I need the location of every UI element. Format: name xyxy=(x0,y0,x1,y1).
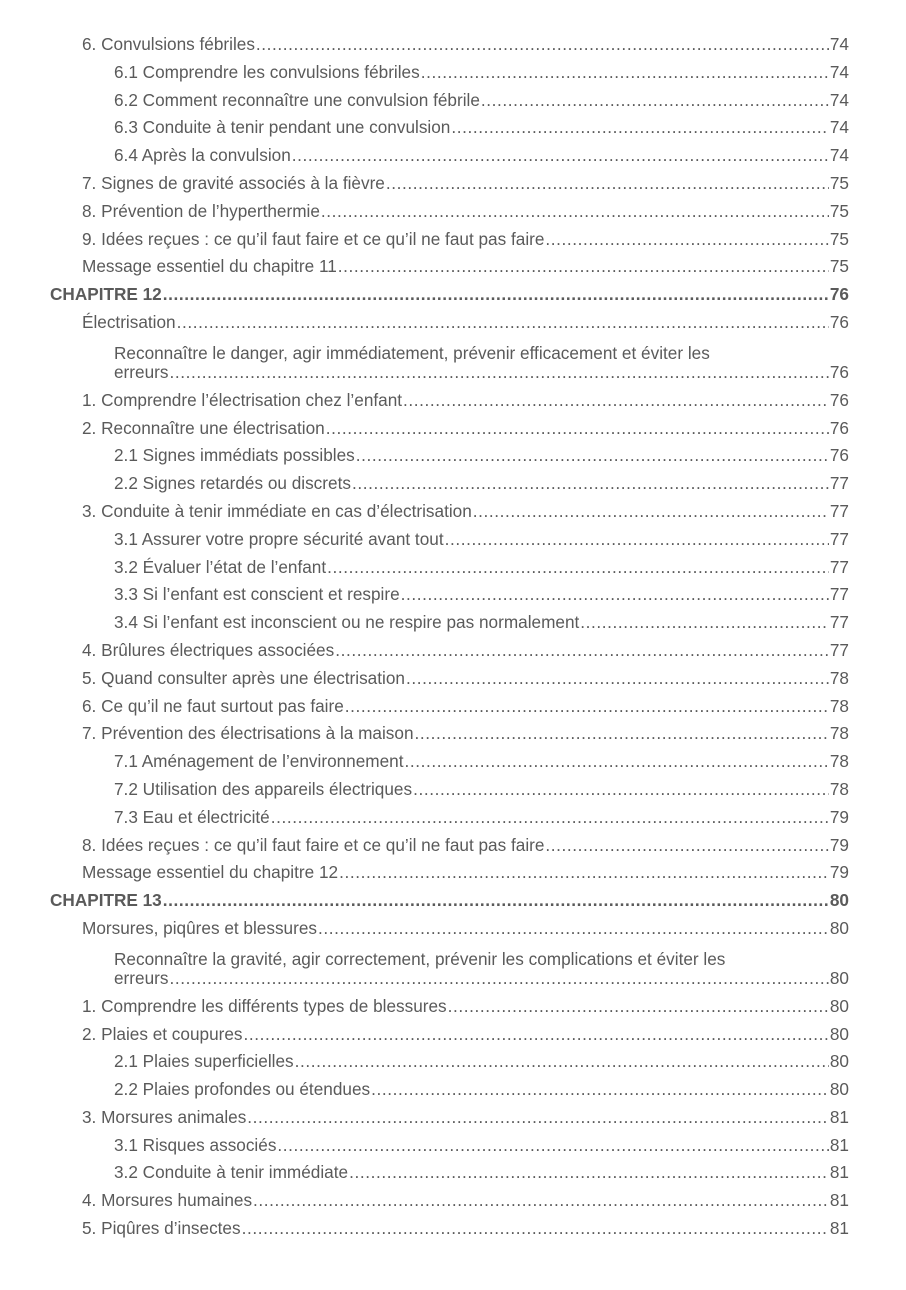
toc-page-number: 76 xyxy=(829,284,849,305)
toc-page-number: 81 xyxy=(829,1162,849,1183)
toc-page-number: 79 xyxy=(829,862,849,883)
toc-entry-row xyxy=(114,1132,849,1160)
toc-page-number: 77 xyxy=(829,528,849,549)
toc-page-number: 77 xyxy=(829,556,849,577)
toc-entry-label: 3.1 Assurer votre propre sécurité avant tout xyxy=(114,528,444,549)
toc-entry-row xyxy=(114,87,849,115)
toc-dot-leader xyxy=(318,915,829,943)
toc-entry-row xyxy=(82,1215,849,1243)
toc-dot-leader xyxy=(481,87,829,115)
toc-section-entry[interactable] xyxy=(0,993,906,1021)
toc-dot-leader xyxy=(580,609,829,637)
toc-dot-leader xyxy=(321,198,829,226)
toc-entry-row xyxy=(114,1076,849,1104)
toc-entry-label: 6.2 Comment reconnaître une convulsion fébrile xyxy=(114,89,480,110)
toc-section-entry[interactable] xyxy=(0,226,906,254)
toc-entry-row xyxy=(114,554,849,582)
toc-page-number: 74 xyxy=(829,145,849,166)
toc-entry-row xyxy=(82,720,849,748)
toc-page-number: 77 xyxy=(829,639,849,660)
toc-page-number: 80 xyxy=(829,1079,849,1100)
toc-page-number: 76 xyxy=(829,417,849,438)
toc-entry-label: 4. Brûlures électriques associées xyxy=(82,639,335,660)
toc-page-number: 78 xyxy=(829,751,849,772)
toc-page-number: 81 xyxy=(829,1134,849,1155)
toc-entry-row xyxy=(82,170,849,198)
toc-dot-leader xyxy=(177,309,829,337)
toc-entry-row xyxy=(50,887,849,915)
toc-subsection-entry[interactable] xyxy=(0,87,906,115)
toc-page-number: 78 xyxy=(829,778,849,799)
toc-dot-leader xyxy=(451,114,829,142)
toc-entry-label: 7. Signes de gravité associés à la fièvre xyxy=(82,172,385,193)
toc-dot-leader xyxy=(345,693,829,721)
toc-page-number: 76 xyxy=(829,361,849,382)
toc-dot-leader xyxy=(292,142,829,170)
toc-section-entry[interactable] xyxy=(0,253,906,281)
toc-dot-leader xyxy=(401,581,829,609)
toc-entry-label: 6. Ce qu’il ne faut surtout pas faire xyxy=(82,695,344,716)
toc-entry-row xyxy=(82,1187,849,1215)
toc-subsection-entry[interactable] xyxy=(0,526,906,554)
toc-page-number: 78 xyxy=(829,695,849,716)
toc-page-number: 76 xyxy=(829,445,849,466)
toc-subsection-entry[interactable] xyxy=(0,1076,906,1104)
toc-dot-leader xyxy=(169,965,828,993)
toc-dot-leader xyxy=(253,1187,829,1215)
toc-entry-label: 2. Plaies et coupures xyxy=(82,1023,243,1044)
toc-entry-label: 2.2 Signes retardés ou discrets xyxy=(114,473,351,494)
toc-dot-leader xyxy=(473,498,829,526)
toc-entry-label: 2.1 Signes immédiats possibles xyxy=(114,445,355,466)
toc-entry-row xyxy=(114,470,849,498)
toc-entry-label: 7.2 Utilisation des appareils électriques xyxy=(114,778,413,799)
toc-subsection-entry[interactable] xyxy=(0,470,906,498)
toc-entry-row xyxy=(82,693,849,721)
toc-entry-row xyxy=(82,415,849,443)
toc-entry-label: 3.4 Si l’enfant est inconscient ou ne respire pas normalement xyxy=(114,612,580,633)
toc-page-number: 76 xyxy=(829,311,849,332)
toc-entry-label: CHAPITRE 13 xyxy=(50,890,162,911)
toc-entry-label: 2.2 Plaies profondes ou étendues xyxy=(114,1079,371,1100)
toc-dot-leader xyxy=(421,59,829,87)
toc-subsection-entry[interactable] xyxy=(0,1048,906,1076)
toc-entry-title-line: Reconnaître le danger, agir immédiatement, prévenir efficacement et éviter les xyxy=(114,342,710,363)
toc-subsection-entry[interactable] xyxy=(0,1159,906,1187)
toc-page-number: 80 xyxy=(829,890,849,911)
toc-entry-label: Message essentiel du chapitre 11 xyxy=(82,256,337,277)
toc-section-entry[interactable] xyxy=(0,1215,906,1243)
toc-page-number: 80 xyxy=(829,995,849,1016)
toc-subsection-entry[interactable] xyxy=(0,581,906,609)
toc-subsection-entry[interactable] xyxy=(0,337,906,387)
toc-entry-label: 6.1 Comprendre les convulsions fébriles xyxy=(114,61,420,82)
toc-entry-row xyxy=(50,281,849,309)
toc-entry-row xyxy=(114,748,849,776)
toc-entry-row xyxy=(114,442,849,470)
toc-entry-label: 2.1 Plaies superficielles xyxy=(114,1051,294,1072)
toc-entry-label: 5. Quand consulter après une électrisation xyxy=(82,667,405,688)
toc-entry-label: 6.3 Conduite à tenir pendant une convulsion xyxy=(114,117,451,138)
toc-dot-leader xyxy=(545,832,828,860)
toc-entry-label: erreurs xyxy=(114,361,169,382)
toc-entry-row xyxy=(114,526,849,554)
toc-subsection-entry[interactable] xyxy=(0,442,906,470)
toc-page-number: 75 xyxy=(829,172,849,193)
toc-entry-row xyxy=(82,832,849,860)
toc-entry-row xyxy=(82,1021,849,1049)
toc-entry-label: 6.4 Après la convulsion xyxy=(114,145,291,166)
toc-dot-leader xyxy=(256,31,829,59)
toc-dot-leader xyxy=(335,637,829,665)
toc-entry-title-line: Reconnaître la gravité, agir correctement, prévenir les complications et éviter les xyxy=(114,948,726,969)
toc-page-number: 80 xyxy=(829,917,849,938)
toc-dot-leader xyxy=(163,281,829,309)
toc-entry-label: 4. Morsures humaines xyxy=(82,1190,253,1211)
toc-entry-row xyxy=(82,309,849,337)
toc-entry-row xyxy=(82,253,849,281)
toc-subsection-entry[interactable] xyxy=(0,114,906,142)
toc-entry-row xyxy=(82,198,849,226)
toc-entry-row xyxy=(82,915,849,943)
toc-dot-leader xyxy=(371,1076,829,1104)
toc-entry-row xyxy=(82,665,849,693)
toc-page-number: 76 xyxy=(829,389,849,410)
toc-entry-label: 2. Reconnaître une électrisation xyxy=(82,417,325,438)
toc-section-entry[interactable] xyxy=(0,387,906,415)
toc-entry-label: Message essentiel du chapitre 12 xyxy=(82,862,339,883)
toc-page-number: 78 xyxy=(829,723,849,744)
toc-section-entry[interactable] xyxy=(0,720,906,748)
toc-page-number: 79 xyxy=(829,834,849,855)
toc-section-entry[interactable] xyxy=(0,31,906,59)
toc-entry-row xyxy=(114,359,849,387)
toc-entry-label: erreurs xyxy=(114,967,169,988)
toc-dot-leader xyxy=(403,387,829,415)
toc-subsection-entry[interactable] xyxy=(0,804,906,832)
toc-entry-row xyxy=(114,114,849,142)
toc-page-number: 78 xyxy=(829,667,849,688)
toc-entry-label: 7. Prévention des électrisations à la maison xyxy=(82,723,414,744)
toc-dot-leader xyxy=(327,554,829,582)
toc-entry-row xyxy=(114,59,849,87)
toc-page-number: 75 xyxy=(829,228,849,249)
toc-dot-leader xyxy=(356,442,829,470)
toc-page-number: 79 xyxy=(829,806,849,827)
toc-page-number: 75 xyxy=(829,200,849,221)
toc-page-number: 80 xyxy=(829,967,849,988)
toc-subsection-entry[interactable] xyxy=(0,609,906,637)
toc-section-entry[interactable] xyxy=(0,665,906,693)
toc-dot-leader xyxy=(352,470,829,498)
toc-dot-leader xyxy=(545,226,828,254)
toc-subsection-entry[interactable] xyxy=(0,554,906,582)
toc-dot-leader xyxy=(295,1048,829,1076)
toc-entry-row xyxy=(82,859,849,887)
toc-dot-leader xyxy=(415,720,829,748)
toc-entry-row xyxy=(114,609,849,637)
toc-entry-label: 3.1 Risques associés xyxy=(114,1134,277,1155)
toc-dot-leader xyxy=(349,1159,829,1187)
toc-entry-label: Électrisation xyxy=(82,311,176,332)
toc-subsection-entry[interactable] xyxy=(0,748,906,776)
toc-page-number: 77 xyxy=(829,584,849,605)
toc-entry-row xyxy=(82,387,849,415)
toc-dot-leader xyxy=(326,415,829,443)
toc-entry-row xyxy=(82,31,849,59)
toc-dot-leader xyxy=(339,859,829,887)
toc-entry-row xyxy=(82,637,849,665)
toc-section-entry[interactable] xyxy=(0,637,906,665)
toc-subsection-entry[interactable] xyxy=(0,1132,906,1160)
toc-dot-leader xyxy=(244,1021,829,1049)
toc-dot-leader xyxy=(247,1104,829,1132)
toc-section-entry[interactable] xyxy=(0,1021,906,1049)
toc-dot-leader xyxy=(271,804,829,832)
toc-entry-label: Morsures, piqûres et blessures xyxy=(82,917,317,938)
toc-entry-label: 3.3 Si l’enfant est conscient et respire xyxy=(114,584,400,605)
toc-page-number: 81 xyxy=(829,1190,849,1211)
toc-page-number: 81 xyxy=(829,1218,849,1239)
table-of-contents xyxy=(0,31,906,1243)
toc-entry-label: 1. Comprendre les différents types de blessures xyxy=(82,995,447,1016)
toc-dot-leader xyxy=(242,1215,829,1243)
toc-section-entry[interactable] xyxy=(0,415,906,443)
toc-page-number: 80 xyxy=(829,1051,849,1072)
toc-section-entry[interactable] xyxy=(0,915,906,943)
toc-chapter-entry[interactable] xyxy=(0,887,906,915)
toc-entry-row xyxy=(82,1104,849,1132)
toc-page-number: 74 xyxy=(829,117,849,138)
toc-entry-label: 9. Idées reçues : ce qu’il faut faire et ce qu’il ne faut pas faire xyxy=(82,228,545,249)
toc-dot-leader xyxy=(405,748,829,776)
toc-entry-row xyxy=(114,581,849,609)
toc-dot-leader xyxy=(445,526,829,554)
toc-section-entry[interactable] xyxy=(0,1187,906,1215)
toc-entry-label: 8. Idées reçues : ce qu’il faut faire et ce qu’il ne faut pas faire xyxy=(82,834,545,855)
toc-dot-leader xyxy=(406,665,829,693)
toc-page-number: 74 xyxy=(829,34,849,54)
toc-subsection-entry[interactable] xyxy=(0,943,906,993)
toc-page-number: 77 xyxy=(829,500,849,521)
toc-dot-leader xyxy=(448,993,829,1021)
toc-section-entry[interactable] xyxy=(0,309,906,337)
toc-section-entry[interactable] xyxy=(0,859,906,887)
toc-entry-label: 8. Prévention de l’hyperthermie xyxy=(82,200,320,221)
toc-dot-leader xyxy=(386,170,829,198)
toc-entry-label: 6. Convulsions fébriles xyxy=(82,34,255,54)
toc-dot-leader xyxy=(413,776,829,804)
toc-dot-leader xyxy=(277,1132,828,1160)
toc-entry-row xyxy=(114,142,849,170)
toc-entry-row xyxy=(114,1048,849,1076)
toc-entry-row xyxy=(82,226,849,254)
toc-dot-leader xyxy=(169,359,828,387)
toc-entry-row xyxy=(114,965,849,993)
toc-entry-label: 7.1 Aménagement de l’environnement xyxy=(114,751,404,772)
toc-entry-label: 3. Conduite à tenir immédiate en cas d’électrisation xyxy=(82,500,472,521)
toc-entry-label: CHAPITRE 12 xyxy=(50,284,162,305)
toc-subsection-entry[interactable] xyxy=(0,776,906,804)
toc-entry-label: 3.2 Évaluer l’état de l’enfant xyxy=(114,556,327,577)
toc-subsection-entry[interactable] xyxy=(0,59,906,87)
toc-page-number: 77 xyxy=(829,473,849,494)
toc-section-entry[interactable] xyxy=(0,693,906,721)
toc-section-entry[interactable] xyxy=(0,498,906,526)
toc-dot-leader xyxy=(163,887,829,915)
toc-dot-leader xyxy=(338,253,829,281)
toc-page-number: 74 xyxy=(829,89,849,110)
toc-entry-row xyxy=(82,498,849,526)
toc-entry-row xyxy=(114,804,849,832)
toc-entry-label: 3.2 Conduite à tenir immédiate xyxy=(114,1162,349,1183)
toc-entry-label: 5. Piqûres d’insectes xyxy=(82,1218,241,1239)
toc-subsection-entry[interactable] xyxy=(0,142,906,170)
toc-entry-row xyxy=(114,776,849,804)
toc-page-number: 77 xyxy=(829,612,849,633)
toc-page-number: 80 xyxy=(829,1023,849,1044)
toc-section-entry[interactable] xyxy=(0,832,906,860)
toc-page-number: 81 xyxy=(829,1106,849,1127)
toc-entry-label: 7.3 Eau et électricité xyxy=(114,806,270,827)
toc-section-entry[interactable] xyxy=(0,170,906,198)
toc-section-entry[interactable] xyxy=(0,198,906,226)
toc-page-number: 74 xyxy=(829,61,849,82)
toc-page-number: 75 xyxy=(829,256,849,277)
toc-entry-label: 1. Comprendre l’électrisation chez l’enfant xyxy=(82,389,403,410)
toc-chapter-entry[interactable] xyxy=(0,281,906,309)
toc-section-entry[interactable] xyxy=(0,1104,906,1132)
toc-entry-row xyxy=(114,1159,849,1187)
toc-entry-row xyxy=(82,993,849,1021)
toc-entry-label: 3. Morsures animales xyxy=(82,1106,247,1127)
